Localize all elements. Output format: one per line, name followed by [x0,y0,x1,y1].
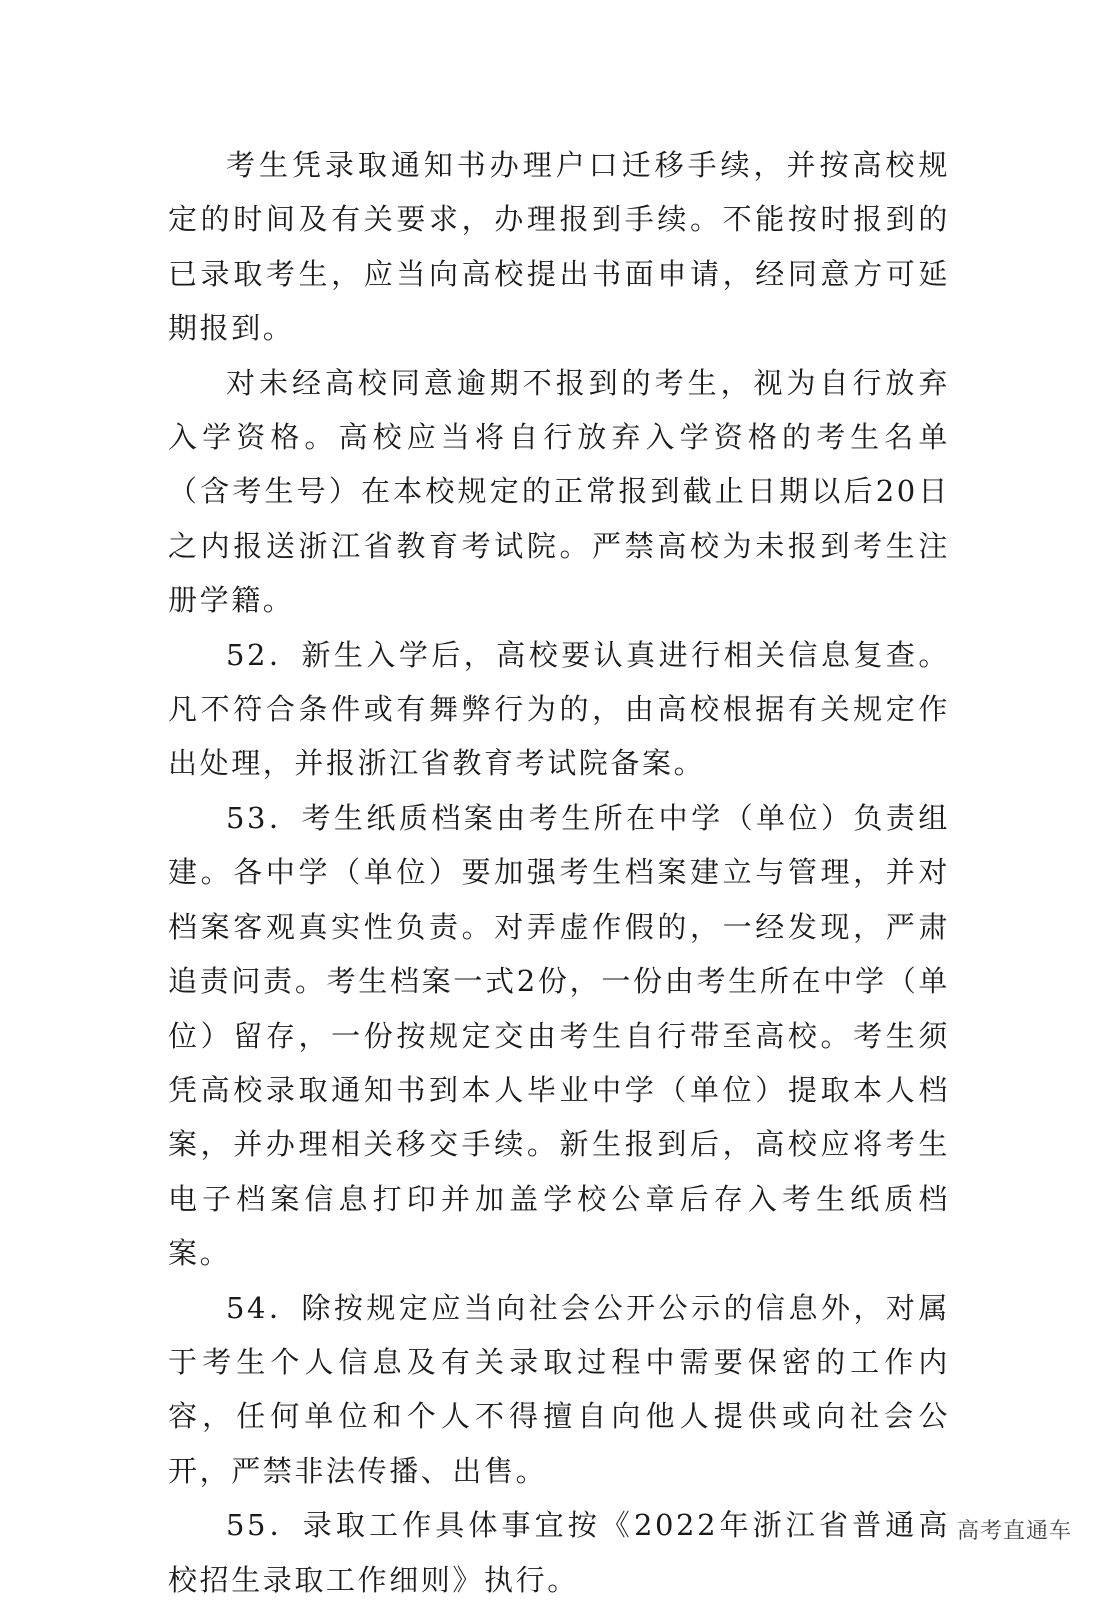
paragraph-overdue-registration: 对未经高校同意逾期不报到的考生，视为自行放弃入学资格。高校应当将自行放弃入学资格的考生名单（含考生号）在本校规定的正常报到截止日期以后20日之内报送浙江省教育考试院。严禁高校为未报到考生注册学籍。 [168,365,950,618]
paragraph-item-53: 53．考生纸质档案由考生所在中学（单位）负责组建。各中学（单位）要加强考生档案建立与管理，并对档案客观真实性负责。对弄虚作假的，一经发现，严肃追责问责。考生档案一式2份，一份由考生所在中学（单位）留存，一份按规定交由考生自行带至高校。考生须凭高校录取通知书到本人毕业中学（单位）提取本人档案，并办理相关移交手续。新生报到后，高校应将考生电子档案信息打印并加盖学校公章后存入考生纸质档案。 [168,800,950,1271]
watermark-text: 高考直通车 [956,1519,1072,1544]
document-body [168,138,950,1607]
paragraph-item-52: 52．新生入学后，高校要认真进行相关信息复查。凡不符合条件或有舞弊行为的，由高校根据有关规定作出处理，并报浙江省教育考试院备案。 [168,637,950,781]
paragraph-item-55: 55．录取工作具体事宜按《2022年浙江省普通高校招生录取工作细则》执行。 [168,1508,950,1597]
paragraph-item-54: 54．除按规定应当向社会公开公示的信息外，对属于考生个人信息及有关录取过程中需要保密的工作内容，任何单位和个人不得擅自向他人提供或向社会公开，严禁非法传播、出售。 [168,1290,950,1488]
paragraph-registration: 考生凭录取通知书办理户口迁移手续，并按高校规定的时间及有关要求，办理报到手续。不能按时报到的已录取考生，应当向高校提出书面申请，经同意方可延期报到。 [168,148,950,346]
